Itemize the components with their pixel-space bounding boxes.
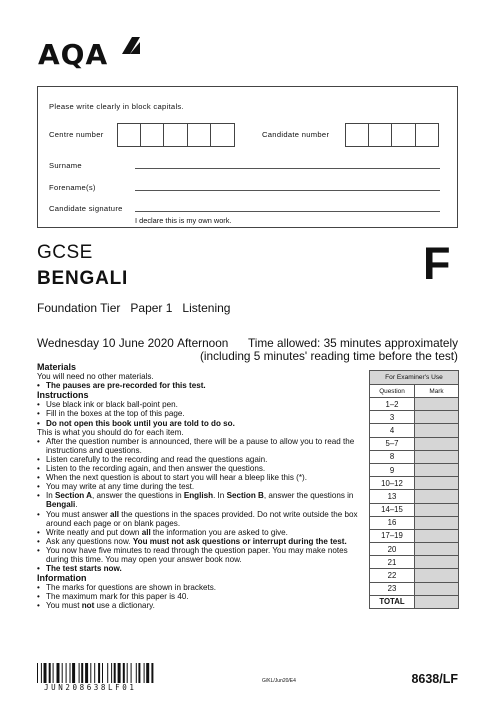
table-row <box>370 450 459 463</box>
surname-label: Surname <box>49 161 82 170</box>
barcode-bar <box>41 663 42 683</box>
paper-code: 8638/LF <box>411 672 458 686</box>
materials-bullet: • The pauses are pre-recorded for this test. <box>37 381 367 390</box>
step-item: • Listen to the recording again, and then answer the questions. <box>37 464 367 473</box>
barcode-bar <box>57 663 60 683</box>
examiner-table-title: For Examiner's Use <box>370 371 459 385</box>
table-row <box>370 477 459 490</box>
mark-cell[interactable] <box>415 450 459 463</box>
barcode-bar <box>90 663 91 683</box>
aqa-logo <box>38 38 108 71</box>
tier-name: Foundation Tier <box>37 301 121 315</box>
centre-number-label: Centre number <box>49 130 104 139</box>
barcode-text: JUN208638LF01 <box>44 683 137 692</box>
barcode-bar <box>114 663 116 683</box>
question-cell: 22 <box>370 569 415 582</box>
barcode-bar <box>127 663 128 683</box>
tier-line <box>37 301 240 315</box>
candidate-number-cell[interactable] <box>392 123 416 147</box>
mark-cell[interactable] <box>415 437 459 450</box>
candidate-number-cell[interactable] <box>416 123 440 147</box>
document-reference: G/KL/Jun20/E4 <box>262 678 296 684</box>
exam-session: Afternoon <box>177 336 229 350</box>
table-row <box>370 543 459 556</box>
each-item-intro: This is what you should do for each item. <box>37 427 184 437</box>
question-cell: 17–19 <box>370 529 415 542</box>
declaration-text: I declare this is my own work. <box>135 216 232 225</box>
barcode-bar <box>107 663 108 683</box>
column-mark-header: Mark <box>415 385 459 398</box>
table-row <box>370 582 459 595</box>
paper-name: Paper 1 <box>130 301 173 315</box>
table-row <box>370 411 459 424</box>
instruction-item: • Fill in the boxes at the top of this page. <box>37 409 367 418</box>
barcode-bar <box>37 663 38 683</box>
table-row <box>370 556 459 569</box>
table-row <box>370 398 459 411</box>
subject-title: BENGALI <box>37 268 129 289</box>
barcode-bar <box>70 663 71 683</box>
question-cell: 10–12 <box>370 477 415 490</box>
information-heading: Information <box>37 573 87 584</box>
five-minutes-item: • You now have five minutes to read through the question paper. You may make notes during this time. You may open your answer book now. <box>37 546 367 564</box>
question-cell: 1–2 <box>370 398 415 411</box>
centre-number-cell[interactable] <box>211 123 235 147</box>
qualification-title: GCSE <box>37 242 93 263</box>
candidate-number-cell[interactable] <box>345 123 369 147</box>
barcode-bar <box>136 663 137 683</box>
step-item: • Listen carefully to the recording and read the questions again. <box>37 455 367 464</box>
question-cell: 21 <box>370 556 415 569</box>
mark-cell[interactable] <box>415 529 459 542</box>
question-cell: 16 <box>370 516 415 529</box>
mark-cell[interactable] <box>415 556 459 569</box>
barcode-bar <box>72 663 75 683</box>
centre-number-cell[interactable] <box>164 123 188 147</box>
mark-cell[interactable] <box>415 516 459 529</box>
centre-number-boxes[interactable] <box>117 123 235 147</box>
question-cell: 9 <box>370 463 415 476</box>
mark-cell[interactable] <box>415 503 459 516</box>
question-cell: 23 <box>370 582 415 595</box>
centre-number-cell[interactable] <box>188 123 212 147</box>
mark-cell[interactable] <box>415 424 459 437</box>
question-cell: 20 <box>370 543 415 556</box>
barcode-bar <box>118 663 121 683</box>
candidate-number-boxes[interactable] <box>345 123 439 147</box>
instructions-panel <box>37 362 367 611</box>
step-item: • You may write at any time during the test. <box>37 482 367 491</box>
test-starts-item: • The test starts now. <box>37 564 367 573</box>
barcode-bar <box>111 663 112 683</box>
question-cell: 5–7 <box>370 437 415 450</box>
info-item: • The marks for questions are shown in brackets. <box>37 583 367 592</box>
instruction-item: • Do not open this book until you are told to do so. <box>37 419 367 428</box>
candidate-details-box <box>37 86 458 228</box>
block-capitals-note: Please write clearly in block capitals. <box>49 102 184 111</box>
question-cell: 14–15 <box>370 503 415 516</box>
total-mark-cell[interactable] <box>415 595 459 608</box>
question-cell: 8 <box>370 450 415 463</box>
centre-number-cell[interactable] <box>141 123 165 147</box>
forenames-field[interactable] <box>135 190 440 191</box>
barcode-bar <box>44 663 47 683</box>
mark-cell[interactable] <box>415 490 459 503</box>
mark-cell[interactable] <box>415 569 459 582</box>
barcode-bar <box>123 663 125 683</box>
candidate-number-label: Candidate number <box>262 130 330 139</box>
question-cell: 3 <box>370 411 415 424</box>
total-label: TOTAL <box>370 595 415 608</box>
barcode-bar <box>102 663 103 683</box>
logo-text: AQA <box>38 38 109 71</box>
materials-text: You will need no other materials. <box>37 372 154 382</box>
instructions-heading: Instructions <box>37 390 89 401</box>
table-row <box>370 516 459 529</box>
exam-date-line <box>37 336 228 350</box>
barcode-bar <box>146 663 149 683</box>
candidate-number-cell[interactable] <box>369 123 393 147</box>
materials-heading: Materials <box>37 362 77 372</box>
surname-field[interactable] <box>135 168 440 169</box>
table-row <box>370 463 459 476</box>
component-name: Listening <box>182 301 231 315</box>
step-item: • When the next question is about to start you will hear a bleep like this (*). <box>37 473 367 482</box>
table-row <box>370 503 459 516</box>
table-row <box>370 437 459 450</box>
barcode <box>37 663 187 683</box>
barcode-bar <box>151 663 153 683</box>
barcode-bar <box>53 663 54 683</box>
barcode-bar <box>131 663 132 683</box>
logo-mark-icon <box>120 34 142 56</box>
question-cell: 13 <box>370 490 415 503</box>
barcode-bar <box>85 663 88 683</box>
barcode-bar <box>62 663 63 683</box>
table-row <box>370 569 459 582</box>
mark-cell[interactable] <box>415 543 459 556</box>
forenames-label: Forename(s) <box>49 183 96 192</box>
info-item: • You must not use a dictionary. <box>37 601 367 610</box>
barcode-bar <box>94 663 95 683</box>
ask-questions-item: • Ask any questions now. You must not ask questions or interrupt during the test. <box>37 537 367 546</box>
column-question-header: Question <box>370 385 415 398</box>
total-row <box>370 595 459 608</box>
barcode-bar <box>98 663 100 683</box>
question-cell: 4 <box>370 424 415 437</box>
examiner-use-table <box>369 370 459 609</box>
table-row <box>370 529 459 542</box>
write-neatly-item: • Write neatly and put down all the information you are asked to give. <box>37 528 367 537</box>
barcode-bar <box>49 663 51 683</box>
mark-cell[interactable] <box>415 477 459 490</box>
reading-time: (including 5 minutes' reading time before the test) <box>200 349 458 363</box>
signature-field[interactable] <box>135 211 440 212</box>
mark-cell[interactable] <box>415 582 459 595</box>
mark-cell[interactable] <box>415 398 459 411</box>
tier-letter: F <box>423 238 451 289</box>
answer-all-item: • You must answer all the questions in the spaces provided. Do not write outside the box around each page or on blank pages. <box>37 510 367 528</box>
instruction-item: • Use black ink or black ball-point pen. <box>37 400 367 409</box>
section-language-item: • In Section A, answer the questions in English. In Section B, answer the questions in Bengali. <box>37 491 367 509</box>
time-allowed: Time allowed: 35 minutes approximately <box>247 336 458 350</box>
barcode-bar <box>138 663 140 683</box>
barcode-bar <box>144 663 145 683</box>
mark-cell[interactable] <box>415 463 459 476</box>
signature-label: Candidate signature <box>49 204 123 213</box>
barcode-bar <box>79 663 80 683</box>
table-row <box>370 424 459 437</box>
barcode-bar <box>66 663 67 683</box>
table-row <box>370 490 459 503</box>
mark-cell[interactable] <box>415 411 459 424</box>
centre-number-cell[interactable] <box>117 123 141 147</box>
step-item: • After the question number is announced, there will be a pause to allow you to read the instructions and questions. <box>37 437 367 455</box>
exam-date: Wednesday 10 June 2020 <box>37 336 174 350</box>
info-item: • The maximum mark for this paper is 40. <box>37 592 367 601</box>
barcode-bar <box>81 663 83 683</box>
